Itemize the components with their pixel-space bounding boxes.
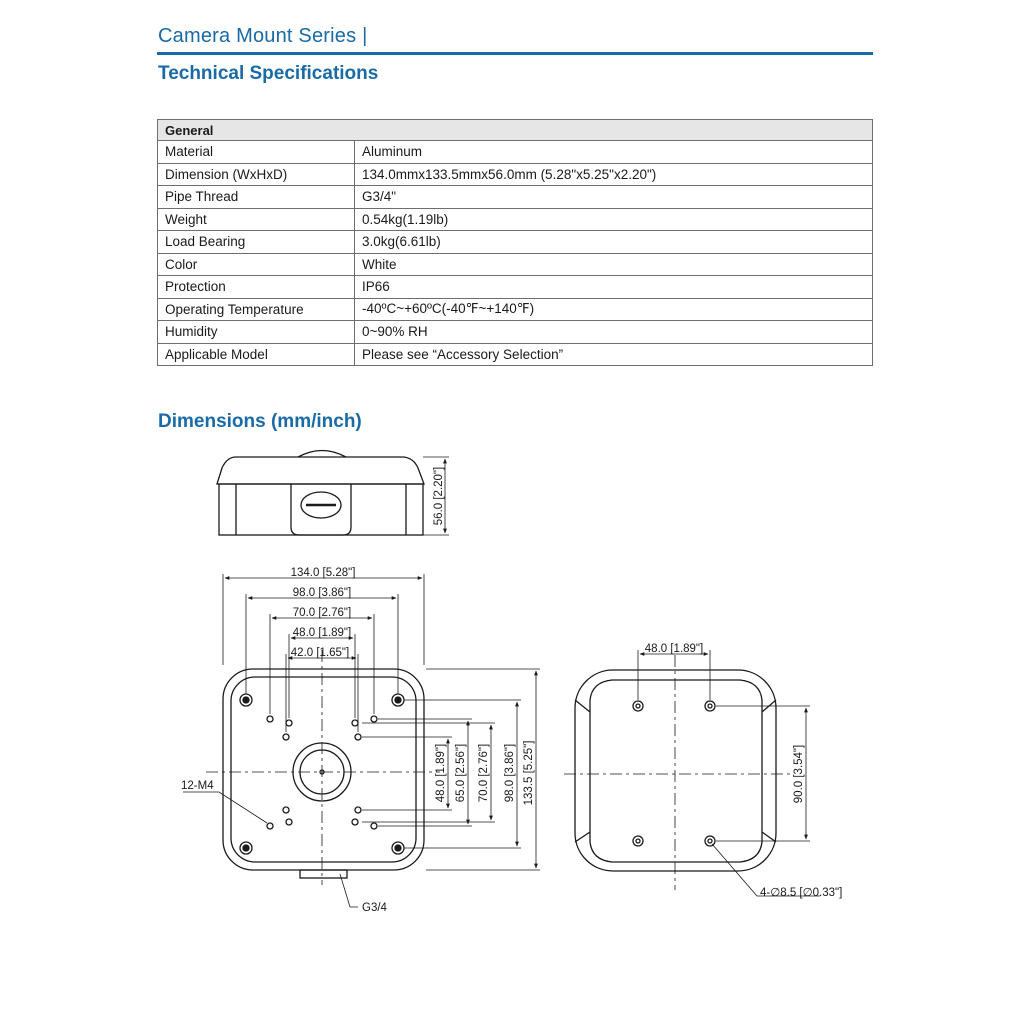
back-height-label: 90.0 [3.54"]	[793, 744, 805, 804]
screw-callout-label: 12-M4	[181, 780, 214, 792]
width-98-label: 98.0 [3.86"]	[292, 587, 352, 599]
spec-value: 3.0kg(6.61lb)	[355, 231, 873, 254]
spec-label: Weight	[158, 208, 355, 231]
spec-value: Please see “Accessory Selection”	[355, 343, 873, 366]
spec-label: Protection	[158, 276, 355, 299]
spec-label: Color	[158, 253, 355, 276]
spec-value: White	[355, 253, 873, 276]
dimensions-heading: Dimensions (mm/inch)	[158, 411, 362, 432]
side-height-label: 56.0 [2.20"]	[433, 466, 445, 526]
width-42-label: 42.0 [1.65"]	[290, 647, 350, 659]
spec-value: IP66	[355, 276, 873, 299]
technical-specifications-heading: Technical Specifications	[158, 63, 379, 84]
width-134-label: 134.0 [5.28"]	[290, 567, 356, 579]
spec-label: Applicable Model	[158, 343, 355, 366]
series-title: Camera Mount Series |	[158, 25, 368, 47]
thread-callout-label: G3/4	[362, 902, 387, 914]
spec-section-label: General	[158, 120, 873, 141]
hole-callout-label: 4-∅8.5 [∅0.33"]	[760, 887, 843, 899]
spec-label: Pipe Thread	[158, 186, 355, 209]
spec-label: Material	[158, 141, 355, 164]
width-48-label: 48.0 [1.89"]	[292, 627, 352, 639]
height-48-label: 48.0 [1.89"]	[435, 743, 447, 803]
spec-label: Operating Temperature	[158, 298, 355, 321]
width-70-label: 70.0 [2.76"]	[292, 607, 352, 619]
back-view	[564, 650, 820, 896]
spec-value: G3/4"	[355, 186, 873, 209]
side-view	[217, 451, 449, 536]
height-65-label: 65.0 [2.56"]	[455, 743, 467, 803]
spec-value: 0~90% RH	[355, 321, 873, 344]
spec-value: Aluminum	[355, 141, 873, 164]
front-view	[183, 574, 540, 907]
spec-value: 134.0mmx133.5mmx56.0mm (5.28"x5.25"x2.20")	[355, 163, 873, 186]
spec-value: 0.54kg(1.19lb)	[355, 208, 873, 231]
spec-label: Load Bearing	[158, 231, 355, 254]
height-1335-label: 133.5 [5.25"]	[523, 740, 535, 806]
height-98-label: 98.0 [3.86"]	[504, 743, 516, 803]
spec-label: Humidity	[158, 321, 355, 344]
spec-label: Dimension (WxHxD)	[158, 163, 355, 186]
spec-value: -40ºC~+60ºC(-40℉~+140℉)	[355, 298, 873, 321]
back-width-label: 48.0 [1.89"]	[644, 643, 704, 655]
height-70-label: 70.0 [2.76"]	[478, 743, 490, 803]
